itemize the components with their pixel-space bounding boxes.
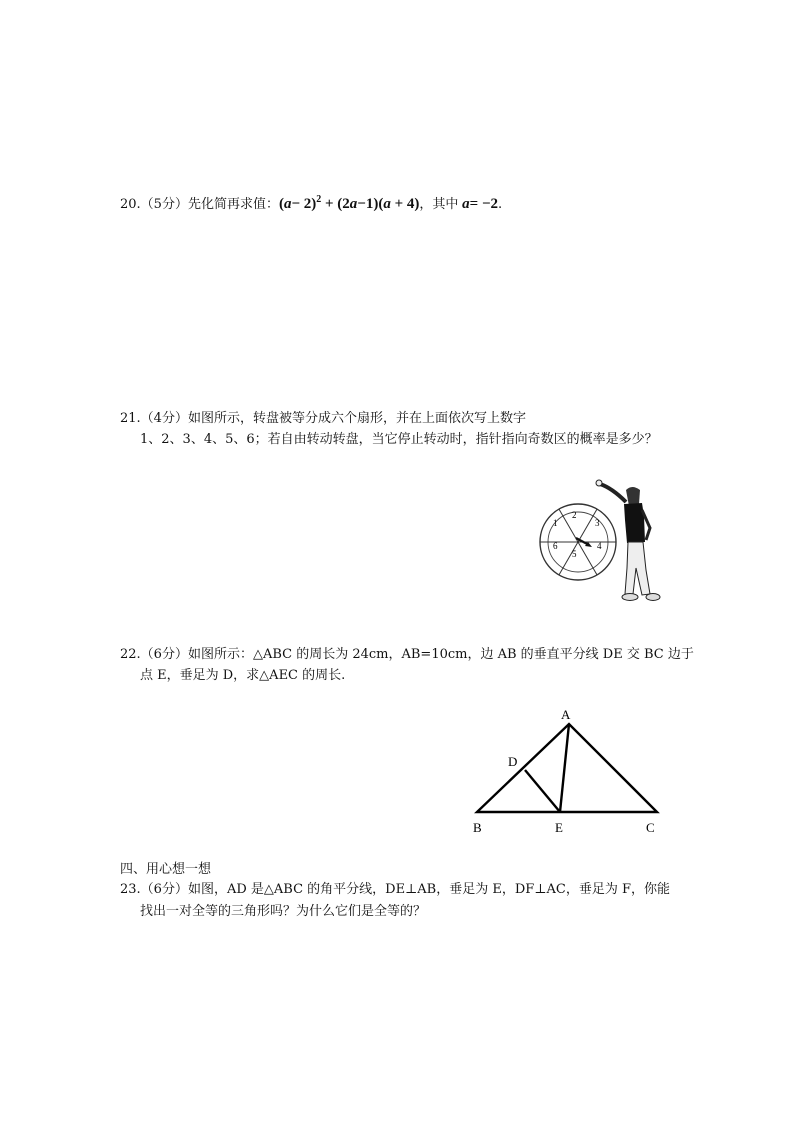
- sector-label-5: 5: [572, 549, 577, 559]
- question-20-condition: a= −2: [462, 196, 499, 212]
- label-c: C: [646, 820, 655, 835]
- question-23-line-2: 找出一对全等的三角形吗？为什么它们是全等的？: [140, 904, 427, 919]
- question-20: [120, 191, 502, 214]
- label-e: E: [555, 820, 563, 835]
- segment-ae: [560, 724, 569, 812]
- question-20-where: ，其中: [419, 197, 459, 212]
- section-4-heading: 四、用心想一想: [120, 862, 212, 877]
- question-20-end: .: [498, 197, 503, 212]
- label-a: A: [561, 707, 571, 722]
- label-d: D: [508, 754, 518, 769]
- label-b: B: [473, 820, 482, 835]
- sector-label-2: 2: [572, 510, 577, 520]
- sector-label-4: 4: [597, 541, 602, 551]
- question-22-line-1: 22.（6分）如图所示：△ABC 的周长为 24cm，AB=10cm，边 AB 的垂直平分线 DE 交 BC 边于: [120, 647, 694, 662]
- question-20-label: 20.（5分）先化简再求值：: [120, 197, 279, 212]
- spinner-wheel: [540, 504, 616, 580]
- sector-label-6: 6: [553, 541, 558, 551]
- spinner-figure: [532, 476, 682, 606]
- question-22-line-2: 点 E，垂足为 D，求△AEC 的周长.: [140, 668, 346, 683]
- triangle-figure: [465, 700, 665, 840]
- question-21-line-2: 1、2、3、4、5、6；若自由转动转盘，当它停止转动时，指针指向奇数区的概率是多少？: [140, 432, 658, 447]
- sector-label-3: 3: [595, 518, 600, 528]
- question-23-line-1: 23.（6分）如图，AD 是△ABC 的角平分线，DE⊥AB，垂足为 E，DF⊥AC，垂足为 F，你能: [120, 882, 671, 897]
- question-20-expression: $(a- 2)^2 + (2a-1)(a + 4)$: [278, 194, 420, 212]
- sector-label-1: 1: [553, 518, 558, 528]
- segment-de: [525, 770, 560, 812]
- question-21-line-1: 21.（4分）如图所示，转盘被等分成六个扇形，并在上面依次写上数字: [120, 411, 526, 426]
